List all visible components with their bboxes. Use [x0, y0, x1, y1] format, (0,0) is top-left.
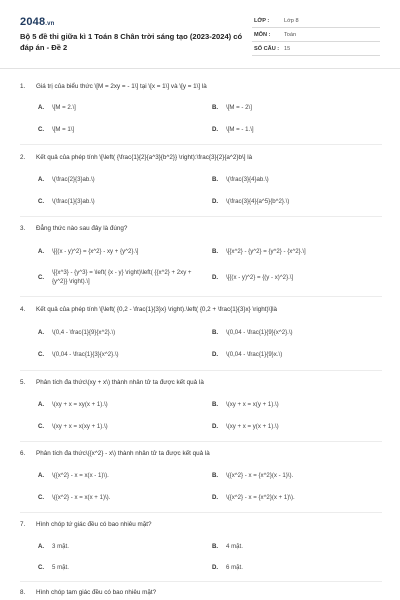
- option-letter: C.: [38, 494, 45, 501]
- meta-table: [252, 14, 380, 56]
- option-text: \(0,04 - \frac{1}{9}x.\): [226, 351, 283, 358]
- question-divider: [20, 144, 382, 145]
- logo-text: 2048: [20, 16, 46, 28]
- option-letter: B.: [212, 104, 219, 111]
- option-letter: D.: [212, 274, 219, 281]
- question-divider: [20, 216, 382, 217]
- option-letter: D.: [212, 351, 219, 358]
- option-letter: A.: [38, 248, 45, 255]
- question-divider: [20, 581, 382, 582]
- question-number: 8.: [20, 589, 26, 596]
- option-letter: C.: [38, 564, 45, 571]
- option-letter: C.: [38, 351, 45, 358]
- option-text: 3 mặt.: [52, 543, 69, 550]
- option-letter: C.: [38, 423, 45, 430]
- question-text: Phân tích đa thức\({x^2} - x\) thành nhân tử ta được kết quả là: [36, 450, 210, 457]
- option-letter: A.: [38, 543, 45, 550]
- question-number: 7.: [20, 521, 26, 528]
- option-text: \({x^2} - x = {x^2}(x + 1)\).: [226, 494, 295, 501]
- option-text: \({x^2} - x = {x^2}(x - 1)\).: [226, 472, 294, 479]
- question-text: Đẳng thức nào sau đây là đúng?: [36, 225, 128, 232]
- option-text: \[{x^3} - {y^3} = \left( {x - y} \right)\left( {{x^2} + 2xy + {y^2}} \right).\]: [52, 269, 192, 285]
- question-number: 3.: [20, 225, 26, 232]
- option-text: \[M = 2.\]: [52, 104, 76, 111]
- option-letter: B.: [212, 472, 219, 479]
- option-text: \(\frac{1}{3}ab.\): [52, 198, 95, 205]
- document-header: [0, 0, 400, 72]
- question-number: 6.: [20, 450, 26, 457]
- option-text: \[M = - 2\]: [226, 104, 252, 111]
- question-number: 4.: [20, 306, 26, 313]
- option-text: \[{(x - y)^2} = {(y - x)^2}.\]: [226, 274, 294, 281]
- option-text: \(xy + x = x(y + 1).\): [226, 401, 279, 408]
- question-number: 2.: [20, 154, 26, 161]
- option-letter: D.: [212, 423, 219, 430]
- option-text: 5 mặt.: [52, 564, 69, 571]
- question-text: Hình chóp tứ giác đều có bao nhiêu mặt?: [36, 521, 152, 528]
- option-letter: B.: [212, 329, 219, 336]
- option-letter: D.: [212, 126, 219, 133]
- option-text: \(0,04 - \frac{1}{3}{x^2}.\): [52, 351, 119, 358]
- question-number: 1.: [20, 83, 26, 90]
- option-text: \(\frac{3}{4}ab.\): [226, 176, 269, 183]
- question-text: Kết quả của phép tính \[\left( {\frac{1}{2}{a^3}{b^2}} \right):\frac{3}{2}{a^2}b\] là: [36, 154, 253, 161]
- meta-label: MÔN :: [254, 32, 271, 38]
- option-text: 4 mặt.: [226, 543, 243, 550]
- site-logo[interactable]: [20, 16, 55, 28]
- option-letter: A.: [38, 104, 45, 111]
- option-text: \(\frac{3}{4}{a^5}{b^2}.\): [226, 198, 290, 205]
- question-divider: [20, 370, 382, 371]
- option-letter: A.: [38, 401, 45, 408]
- option-text: \(0,04 - \frac{1}{9}{x^2}.\): [226, 329, 293, 336]
- option-text: \[{(x - y)^2} = {x^2} - xy + {y^2}.\]: [52, 248, 139, 255]
- option-letter: B.: [212, 176, 219, 183]
- meta-label: LỚP :: [254, 18, 270, 24]
- option-letter: B.: [212, 401, 219, 408]
- option-text: \({x^2} - x = x(x + 1)\).: [52, 494, 111, 501]
- option-text: \({x^2} - x = x(x - 1)\).: [52, 472, 109, 479]
- option-letter: C.: [38, 126, 45, 133]
- option-letter: C.: [38, 198, 45, 205]
- question-text: Hình chóp tam giác đều có bao nhiêu mặt?: [36, 589, 157, 596]
- option-letter: D.: [212, 494, 219, 501]
- meta-row-subject: [252, 28, 380, 42]
- option-text: \[M = 1\]: [52, 126, 75, 133]
- option-letter: B.: [212, 543, 219, 550]
- option-text: \(0,4 - \frac{1}{9}{x^2}.\): [52, 329, 116, 336]
- question-number: 5.: [20, 379, 26, 386]
- option-text: \(\frac{2}{3}ab.\): [52, 176, 95, 183]
- option-letter: D.: [212, 198, 219, 205]
- meta-label: SỐ CÂU :: [254, 46, 280, 52]
- option-letter: A.: [38, 176, 45, 183]
- option-text: \(xy + x = y(x + 1).\): [226, 423, 279, 430]
- option-text: 6 mặt.: [226, 564, 243, 571]
- header-divider: [0, 68, 400, 69]
- option-letter: D.: [212, 564, 219, 571]
- question-divider: [20, 296, 382, 297]
- option-text: \[M = - 1.\]: [226, 126, 254, 133]
- meta-row-count: [252, 42, 380, 56]
- meta-value: Toán: [284, 32, 297, 38]
- option-letter: A.: [38, 472, 45, 479]
- meta-value: 15: [284, 46, 291, 52]
- meta-value: Lớp 8: [284, 18, 299, 24]
- option-text: \(xy + x = xy(x + 1).\): [52, 401, 108, 408]
- question-text: Phân tích đa thức\(xy + x\) thành nhân tử ta được kết quả là: [36, 379, 204, 386]
- meta-row-class: [252, 14, 380, 28]
- question-text: Giá trị của biểu thức \[M = 2xy = - 1\] tại \[x = 1\] và \[y = 1\] là: [36, 83, 207, 90]
- logo-suffix: .vn: [45, 21, 55, 27]
- option-text: \(xy + x = x(xy + 1).\): [52, 423, 108, 430]
- question-text: Kết quả của phép tính \[\left( {0,2 - \frac{1}{3}x} \right).\left( {0,2 + \frac{1}{3}x} \right)\]là: [36, 306, 278, 313]
- option-text: \[{x^2} - {y^2} = {y^2} - {x^2}.\]: [226, 248, 306, 255]
- document-title: Bộ 5 đề thi giữa kì 1 Toán 8 Chân trời sáng tạo (2023-2024) có đáp án - Đề 2: [20, 32, 243, 52]
- option-letter: C.: [38, 274, 45, 281]
- option-letter: B.: [212, 248, 219, 255]
- question-divider: [20, 512, 382, 513]
- question-divider: [20, 441, 382, 442]
- option-letter: A.: [38, 329, 45, 336]
